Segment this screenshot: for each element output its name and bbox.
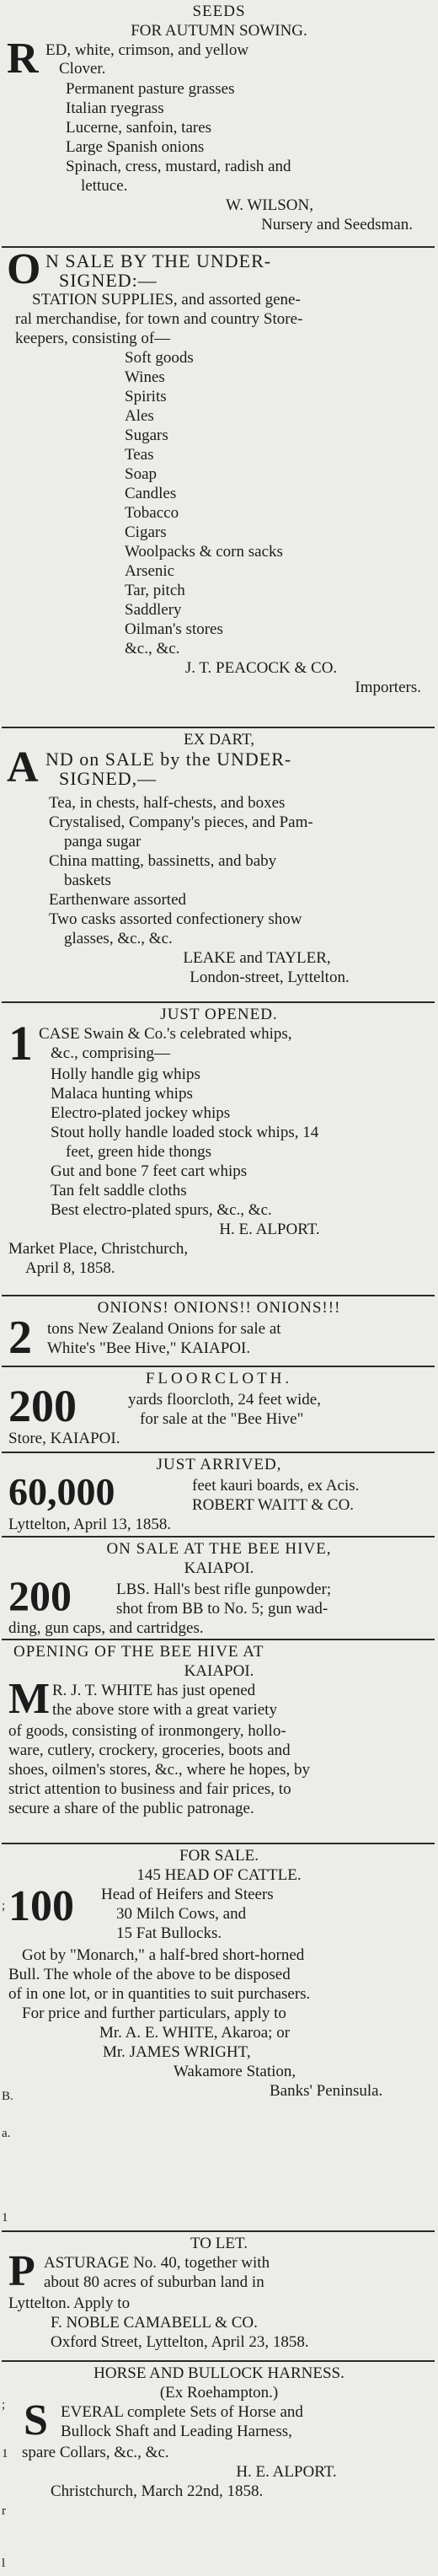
seeds-advertisement [0,2,438,234]
harness-advertisement [0,2364,438,2501]
ad-text-line: ED, white, crimson, and yellow [45,41,249,59]
list-item: feet, green hide thongs [66,1143,212,1161]
drop-cap: R [7,35,39,83]
ad-heading: SIGNED:— [59,270,158,291]
list-item: Arsenic [125,562,175,580]
kauri-advertisement [0,1455,438,1534]
ad-text-line: tons New Zealand Onions for sale at [47,1320,281,1338]
ad-text-line: 30 Milch Cows, and [116,1905,247,1923]
divider [2,1295,435,1296]
ad-text-line: EVERAL complete Sets of Horse and [61,2403,303,2421]
ad-text-line: the above store with a great variety [52,1701,277,1719]
list-item: Gut and bone 7 feet cart whips [51,1162,248,1180]
list-item: Best electro-plated spurs, &c., &c. [51,1201,272,1219]
ad-text-line: Store, KAIAPOI. [8,1430,120,1447]
date-line: Christchurch, March 22nd, 1858. [51,2482,264,2500]
signature: W. WILSON, [226,196,313,214]
margin-mark: B. [2,2090,13,2103]
list-item: Malaca hunting whips [51,1085,193,1103]
ad-text-line: &c., comprising— [51,1044,170,1062]
list-item: Lucerne, sanfoin, tares [66,119,212,137]
ad-text-line: Bullock Shaft and Leading Harness, [61,2423,292,2440]
onions-advertisement [0,1298,438,1364]
list-item: Tea, in chests, half-chests, and boxes [49,794,286,812]
signature: LEAKE and TAYLER, [183,949,331,967]
ad-title: JUST ARRIVED, [156,1456,282,1473]
divider [2,1001,435,1003]
divider [2,246,435,248]
place-line: Market Place, Christchurch, [8,1240,189,1258]
to-let-advertisement [0,2234,438,2352]
divider [2,1452,435,1453]
list-item: Ales [125,407,154,425]
ad-title: ON SALE AT THE BEE HIVE, [106,1540,332,1558]
signature: J. T. PEACOCK & CO. [184,659,338,677]
ad-text-line: shoes, oilmen's stores, &c., where he hopes, by [8,1761,311,1779]
list-item: Spinach, cress, mustard, radish and [66,158,291,175]
bee-hive-opening-advertisement [0,1642,438,1818]
signature: H. E. ALPORT. [236,2463,337,2481]
list-item: Soap [125,465,157,483]
list-item: Permanent pasture grasses [66,80,235,98]
signature: ROBERT WAITT & CO. [192,1496,355,1514]
ad-text-line: Mr. A. E. WHITE, Akaroa; or [99,2024,291,2042]
margin-mark: a. [2,2127,11,2140]
list-item: Woolpacks & corn sacks [125,543,283,561]
ad-text-line: 15 Fat Bullocks. [116,1924,222,1942]
ad-text-line: yards floorcloth, 24 feet wide, [128,1391,321,1409]
whips-advertisement [0,1005,438,1278]
date-line: April 8, 1858. [25,1259,115,1277]
margin-mark: 1 [2,2211,8,2224]
ad-text-line: Lyttelton. Apply to [8,2294,131,2312]
divider [2,2360,435,2362]
ad-title: FOR SALE. [179,1847,259,1865]
gunpowder-advertisement [0,1539,438,1638]
ad-text-line: For price and further particulars, apply to [22,2004,286,2022]
big-number: 60,000 [8,1470,115,1513]
ad-subtitle: 145 HEAD OF CATTLE. [136,1866,302,1884]
cattle-advertisement [0,1846,438,2101]
list-item: Spirits [125,388,167,405]
ad-text-line: shot from BB to No. 5; gun wad- [116,1600,328,1618]
ad-text-line: Wakamore Station, [174,2063,296,2080]
list-item: Wines [125,368,165,386]
list-item: Oilman's stores [125,620,223,638]
ad-subtitle: KAIAPOI. [184,1559,254,1577]
floorcloth-advertisement [0,1369,438,1448]
big-number: 2 [8,1312,32,1364]
ad-text-line: ware, cutlery, crockery, groceries, boots and [8,1741,291,1759]
list-item: Teas [125,446,154,464]
list-item: baskets [64,872,111,889]
ad-text-line: Bull. The whole of the above to be disposed [8,1966,291,1983]
divider [2,1843,435,1844]
drop-cap: O [7,245,41,293]
list-item: China matting, bassinetts, and baby [49,852,277,870]
big-number: 200 [8,1572,72,1619]
list-item: Two casks assorted confectionery show [49,910,302,928]
margin-mark: l [2,2557,6,2570]
ad-text-line: Head of Heifers and Steers [101,1886,274,1903]
signature-title: Importers. [355,679,421,696]
list-item: panga sugar [64,833,142,851]
ad-text-line: ASTURAGE No. 40, together with [44,2254,270,2272]
ad-text-line: feet kauri boards, ex Acis. [192,1477,360,1495]
margin-mark: r [2,2504,6,2518]
ad-title: OPENING OF THE BEE HIVE AT [13,1643,264,1661]
list-item: Candles [125,485,177,502]
ad-text-line: STATION SUPPLIES, and assorted gene- [32,291,301,309]
drop-cap: A [7,743,39,792]
ad-text-line: of in one lot, or in quantities to suit purchasers. [8,1985,311,2003]
list-item: Stout holly handle loaded stock whips, 14 [51,1124,319,1141]
ad-title: FLOORCLOTH. [145,1370,293,1387]
ad-body [0,1721,438,1818]
signature-title: Nursery and Seedsman. [261,216,413,233]
date-line: Oxford Street, Lyttelton, April 23, 1858. [51,2333,309,2351]
list-item: Italian ryegrass [66,99,164,117]
list-item: Tar, pitch [125,582,185,599]
list-item: Sugars [125,427,168,444]
drop-cap: S [24,2396,48,2445]
signature-title: London-street, Lyttelton. [190,969,350,986]
list-item: lettuce. [81,177,128,195]
ad-title: HORSE AND BULLOCK HARNESS. [93,2364,345,2382]
big-number: 1 [8,1016,33,1071]
goods-list [0,790,438,948]
ad-heading: N SALE BY THE UNDER- [45,250,272,271]
signature: H. E. ALPORT. [219,1221,320,1238]
divider [2,1366,435,1367]
seed-list [0,79,438,196]
list-item: Tan felt saddle cloths [51,1182,187,1199]
ad-text-line: Mr. JAMES WRIGHT, [103,2043,251,2061]
whips-list [0,1065,438,1220]
ad-title: EX DART, [184,731,254,749]
ad-text-line: Got by "Monarch," a half-bred short-horned [22,1946,305,1964]
margin-mark: ; [2,2398,6,2412]
ad-subtitle: (Ex Roehampton.) [159,2384,279,2402]
divider [2,2230,435,2232]
ad-subtitle: KAIAPOI. [184,1662,254,1680]
list-item: Holly handle gig whips [51,1065,200,1083]
ad-text-line: ral merchandise, for town and country Store- [15,310,303,328]
list-item: Tobacco [125,504,179,522]
list-item: Electro-plated jockey whips [51,1104,231,1122]
ad-text-line: strict attention to business and fair prices, to [8,1780,291,1798]
peacock-advertisement [0,245,438,697]
divider [2,1536,435,1538]
list-item: &c., &c. [125,640,180,657]
list-item: Cigars [125,523,167,541]
margin-mark: 1 [2,2447,8,2461]
signature: F. NOBLE CAMABELL & CO. [51,2314,258,2332]
ad-text-line: White's "Bee Hive," KAIAPOI. [47,1339,251,1357]
ad-text-line: spare Collars, &c., &c. [22,2444,169,2461]
ad-title: JUST OPENED. [160,1006,278,1023]
ad-text-line: for sale at the "Bee Hive" [140,1410,304,1428]
ad-heading: ND on SALE by the UNDER- [45,749,292,770]
ad-body [0,1945,438,2101]
ex-dart-advertisement [0,730,438,987]
list-item: Soft goods [125,349,194,367]
margin-mark: ; [2,1899,6,1913]
goods-list [0,348,438,658]
ad-text-line: R. J. T. WHITE has just opened [52,1682,256,1699]
list-item: glasses, &c., &c. [64,930,173,947]
ad-text-line: CASE Swain & Co.'s celebrated whips, [39,1025,292,1043]
drop-cap: M [8,1675,51,1723]
date-line: Lyttelton, April 13, 1858. [8,1516,172,1533]
ad-text-line: Banks' Peninsula. [270,2082,383,2100]
list-item: Crystalised, Company's pieces, and Pam- [49,813,313,831]
ad-text-line: keepers, consisting of— [15,330,171,347]
ad-text-line: Clover. [59,60,106,78]
ad-title: TO LET. [190,2235,248,2252]
ad-title: ONIONS! ONIONS!! ONIONS!!! [97,1299,341,1317]
list-item: Earthenware assorted [49,891,187,909]
ad-title: SEEDS [192,3,246,20]
ad-text-line: LBS. Hall's best rifle gunpowder; [116,1580,332,1598]
ad-text-line: ding, gun caps, and cartridges. [8,1619,204,1637]
ad-text-line: about 80 acres of suburban land in [44,2273,264,2291]
big-number: 100 [8,1882,74,1930]
divider [2,727,435,728]
ad-subtitle: FOR AUTUMN SOWING. [131,22,307,40]
ad-text-line: of goods, consisting of ironmongery, hollo- [8,1722,286,1740]
big-number: 200 [8,1381,77,1431]
ad-heading: SIGNED,— [59,768,158,789]
ad-text-line: secure a share of the public patronage. [8,1800,254,1817]
drop-cap: P [8,2247,35,2295]
divider [2,1639,435,1640]
list-item: Large Spanish onions [66,138,205,156]
list-item: Saddlery [125,601,182,619]
